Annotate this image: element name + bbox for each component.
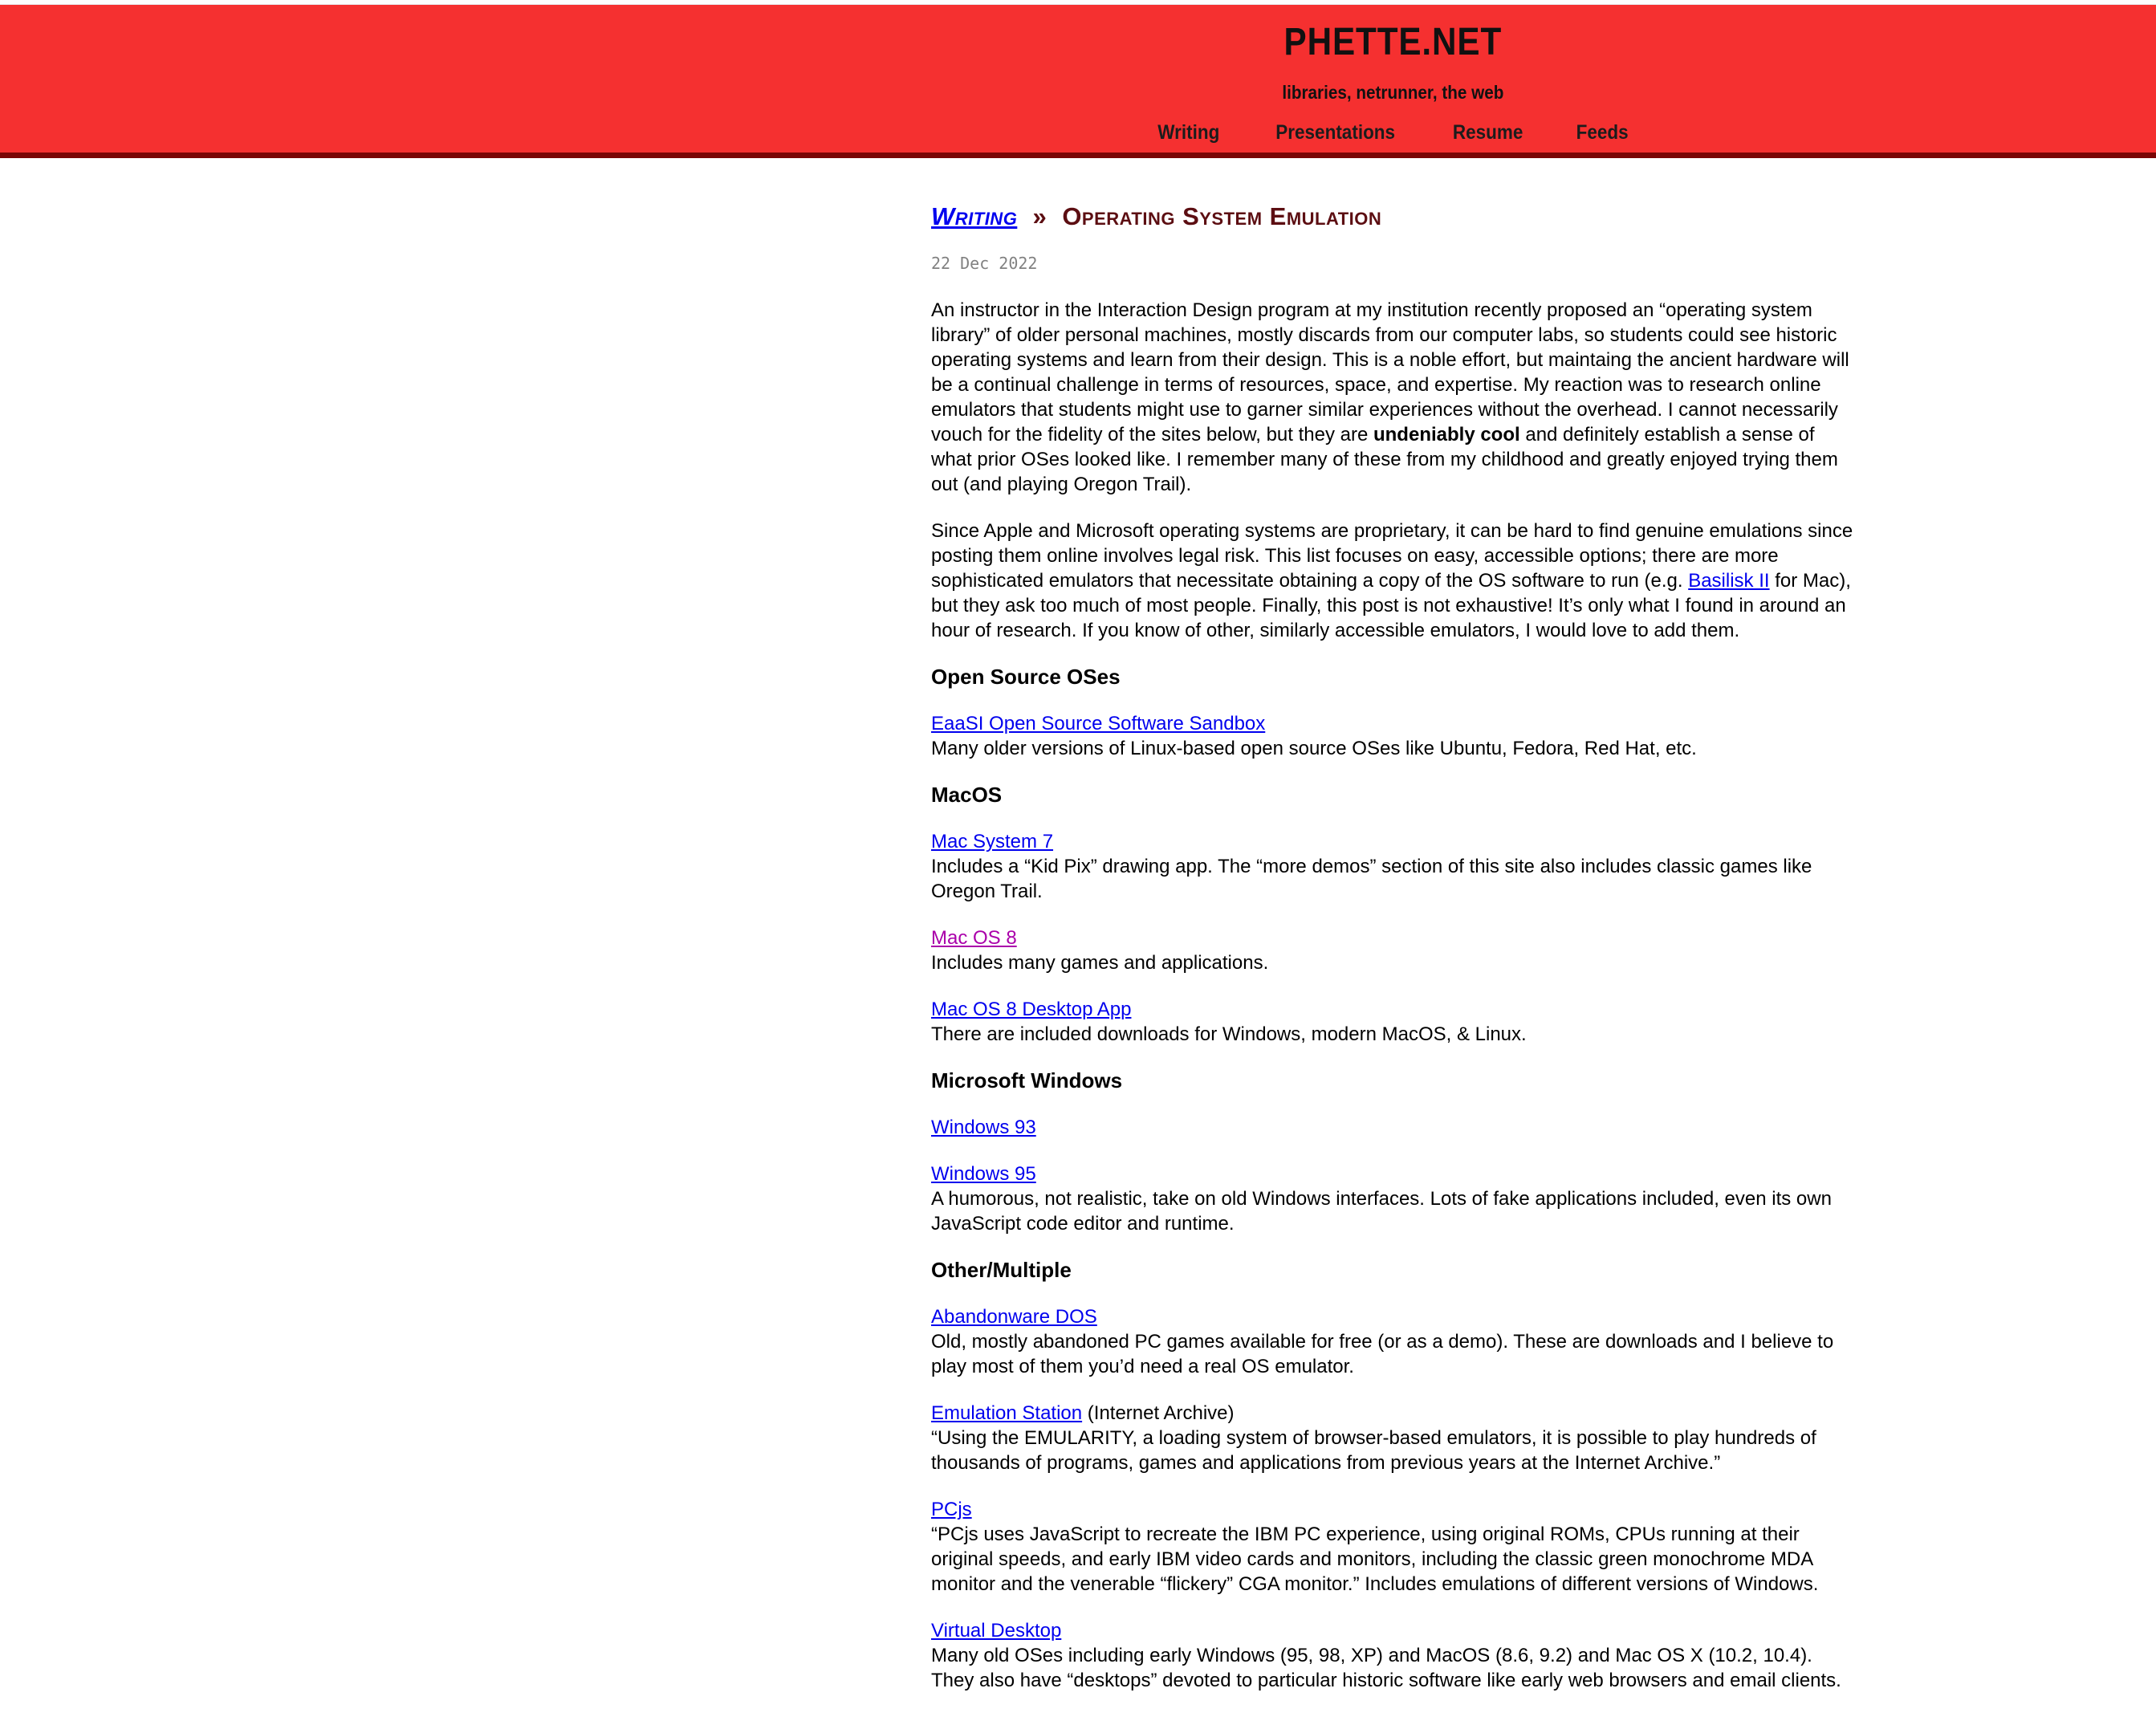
post-title [931,203,1854,230]
intro1-text-b: and definitely establish a sense of what prior OSes looked like. I remember many of these from my childhood and greatly enjoyed trying them out (and playing Oregon Trail). [931,424,1838,496]
nav-item-feeds[interactable]: Feeds [1576,121,1629,144]
windows-95-description: A humorous, not realistic, take on old Windows interfaces. Lots of fake applications included, even its own JavaScript code editor and runtime. [931,1188,1832,1235]
intro1-text-a: An instructor in the Interaction Design program at my institution recently proposed an “operating system library” of older personal machines, mostly discards from our computer labs, so students could see historic operating systems and learn from their design. This is a noble effort, but maintaing the ancient hardware will be a continual challenge in terms of resources, space, and expertise. My reaction was to research online emulators that students might use to garner similar experiences without the overhead. I cannot necessarily vouch for the fidelity of the sites below, but they are [931,299,1849,446]
emulation-station-description: “Using the EMULARITY, a loading system of browser-based emulators, it is possible to play hundreds of thousands of programs, games and applications from previous years at the Internet Archive.” [931,1427,1816,1475]
emulation-station-suffix: (Internet Archive) [1082,1402,1235,1425]
entry-eaasi [931,711,1854,761]
section-heading-microsoft-windows: Microsoft Windows [931,1068,1123,1093]
abandonware-dos-description: Old, mostly abandoned PC games available for free (or as a demo). These are downloads and I believe to play most of them you’d need a real OS emulator. [931,1331,1834,1378]
emulation-station-link[interactable]: Emulation Station [931,1402,1083,1425]
nav-item-presentations[interactable]: Presentations [1275,121,1396,144]
entry-emulation-station [931,1401,1854,1475]
site-tagline-text: libraries, netrunner, the web [1281,82,1504,104]
entry-mac-system-7 [931,829,1854,904]
mac-os-8-desktop-app-description: There are included downloads for Windows, modern MacOS, & Linux. [931,1023,1527,1046]
entry-pcjs [931,1497,1854,1597]
mac-system-7-link[interactable]: Mac System 7 [931,831,1054,853]
intro-paragraph-1 [931,298,1854,497]
virtual-desktop-link[interactable]: Virtual Desktop [931,1620,1062,1642]
pcjs-link[interactable]: PCjs [931,1499,972,1521]
intro2-text-b: for Mac), but they ask too much of most people. Finally, this post is not exhaustive! It’s only what I found in around an hour of research. If you know of other, similarly accessible emulators, I would love to add them. [931,570,1851,642]
post-content [931,203,1854,1725]
nav-item-writing[interactable]: Writing [1157,121,1220,144]
entry-virtual-desktop [931,1618,1854,1693]
site-header [0,5,2156,158]
breadcrumb-writing-link[interactable]: Writing [931,202,1018,231]
section-heading-macos: MacOS [931,783,1003,808]
intro-paragraph-2 [931,519,1854,643]
site-tagline [931,82,1854,104]
mac-os-8-desktop-app-link[interactable]: Mac OS 8 Desktop App [931,999,1132,1021]
entry-mac-os-8 [931,926,1854,975]
mac-os-8-link[interactable]: Mac OS 8 [931,927,1017,950]
entry-windows-93 [931,1115,1854,1140]
intro1-bold-text: undeniably cool [1373,424,1520,446]
virtual-desktop-description: Many old OSes including early Windows (95, 98, XP) and MacOS (8.6, 9.2) and Mac OS X (10.2, 10.4). They also have “desktops” devoted to particular historic software like early web browsers and email clients. [931,1645,1841,1692]
eaasi-description: Many older versions of Linux-based open source OSes like Ubuntu, Fedora, Red Hat, etc. [931,738,1697,760]
header-inner [931,22,1854,144]
post-date: 22 Dec 2022 [931,254,1038,274]
site-title [931,22,1854,63]
intro2-text-a: Since Apple and Microsoft operating systems are proprietary, it can be hard to find genuine emulations since posting them online involves legal risk. This list focuses on easy, accessible options; there are more sophisticated emulators that necessitate obtaining a copy of the OS software to run (e.g. [931,520,1853,592]
main-nav [931,121,1854,144]
mac-system-7-description: Includes a “Kid Pix” drawing app. The “more demos” section of this site also includes classic games like Oregon Trail. [931,856,1812,903]
mac-os-8-description: Includes many games and applications. [931,952,1269,974]
entry-mac-os-8-desktop-app [931,997,1854,1047]
windows-95-link[interactable]: Windows 95 [931,1163,1036,1186]
windows-93-link[interactable]: Windows 93 [931,1117,1036,1139]
site-title-text: PHETTE.NET [1283,21,1502,63]
basilisk-ii-link[interactable]: Basilisk II [1688,570,1770,592]
pcjs-description: “PCjs uses JavaScript to recreate the IBM PC experience, using original ROMs, CPUs running at their original speeds, and early IBM video cards and monitors, including the classic green monochrome MDA monitor and the venerable “flickery” CGA monitor.” Includes emulations of different versions of Windows. [931,1524,1819,1596]
abandonware-dos-link[interactable]: Abandonware DOS [931,1306,1097,1328]
nav-item-resume[interactable]: Resume [1452,121,1523,144]
eaasi-link[interactable]: EaaSI Open Source Software Sandbox [931,713,1266,735]
breadcrumb-separator: » [1032,202,1047,231]
section-heading-open-source-oses: Open Source OSes [931,665,1121,690]
entry-abandonware-dos [931,1304,1854,1379]
post-title-text: Operating System Emulation [1062,202,1382,231]
entry-windows-95 [931,1162,1854,1236]
section-heading-other-multiple: Other/Multiple [931,1258,1072,1283]
